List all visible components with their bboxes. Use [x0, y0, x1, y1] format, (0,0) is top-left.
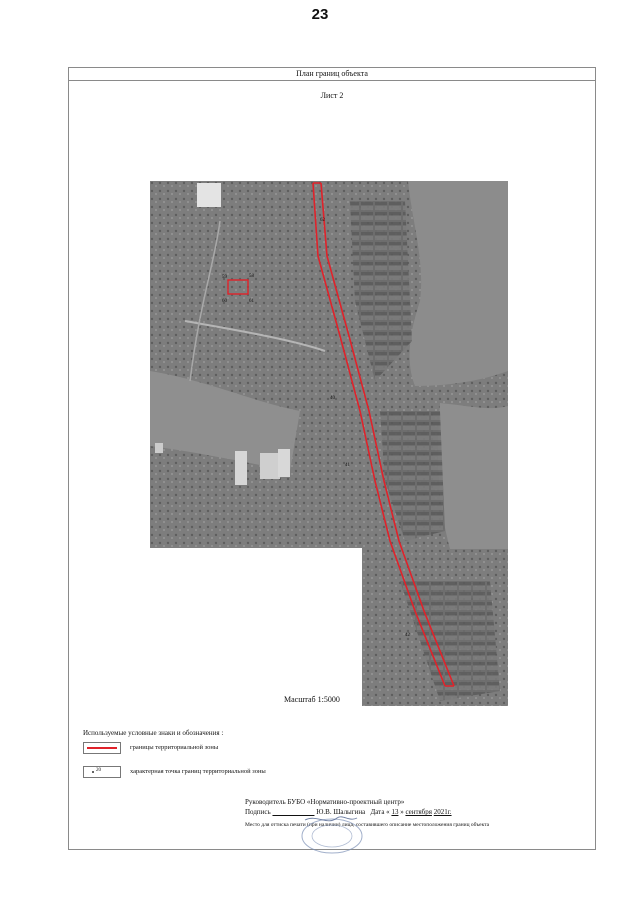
- red-line-icon: [87, 747, 117, 749]
- aerial-map: [150, 181, 508, 706]
- legend-point-label: 20: [96, 768, 101, 773]
- plan-frame: [68, 67, 596, 850]
- point-label: 61: [249, 299, 254, 304]
- signature-label: Подпись: [245, 808, 271, 816]
- legend-symbol-box: [83, 766, 121, 778]
- point-label: 41: [345, 463, 350, 468]
- point-label: 60: [222, 299, 227, 304]
- date-month: сентября: [405, 808, 432, 816]
- legend-item-label: границы территориальной зоны: [130, 744, 219, 751]
- point-label: 58: [249, 274, 254, 279]
- point-label: 40: [330, 396, 335, 401]
- legend-symbol-box: [83, 742, 121, 754]
- point-label: 59: [222, 275, 227, 280]
- stamp-footnote: Место для оттиска печати (при наличии) лица, составившего описание местоположения границ объекта: [245, 822, 490, 828]
- date-day-close: »: [400, 808, 404, 816]
- point-label: 62: [320, 218, 325, 223]
- point-icon: [92, 771, 94, 773]
- sheet-label: Лист 2: [320, 91, 344, 100]
- date-day: 13: [391, 808, 399, 816]
- date-label: Дата «: [370, 808, 390, 816]
- point-label: 42: [405, 633, 410, 638]
- map-scale: Масштаб 1:5000: [284, 695, 340, 704]
- stamp-seal-icon: [297, 812, 367, 854]
- date-year: 2021г.: [433, 808, 452, 816]
- signature-organization: Руководитель БУБО «Нормативно-проектный центр»: [245, 798, 405, 806]
- legend-title: Используемые условные знаки и обозначения :: [83, 729, 224, 737]
- page-number: 23: [311, 6, 329, 23]
- signer-name: Ю.В. Шалыгина: [316, 808, 366, 816]
- plan-title: План границ объекта: [69, 68, 595, 81]
- legend-item-label: характерная точка границ территориальной зоны: [130, 768, 266, 775]
